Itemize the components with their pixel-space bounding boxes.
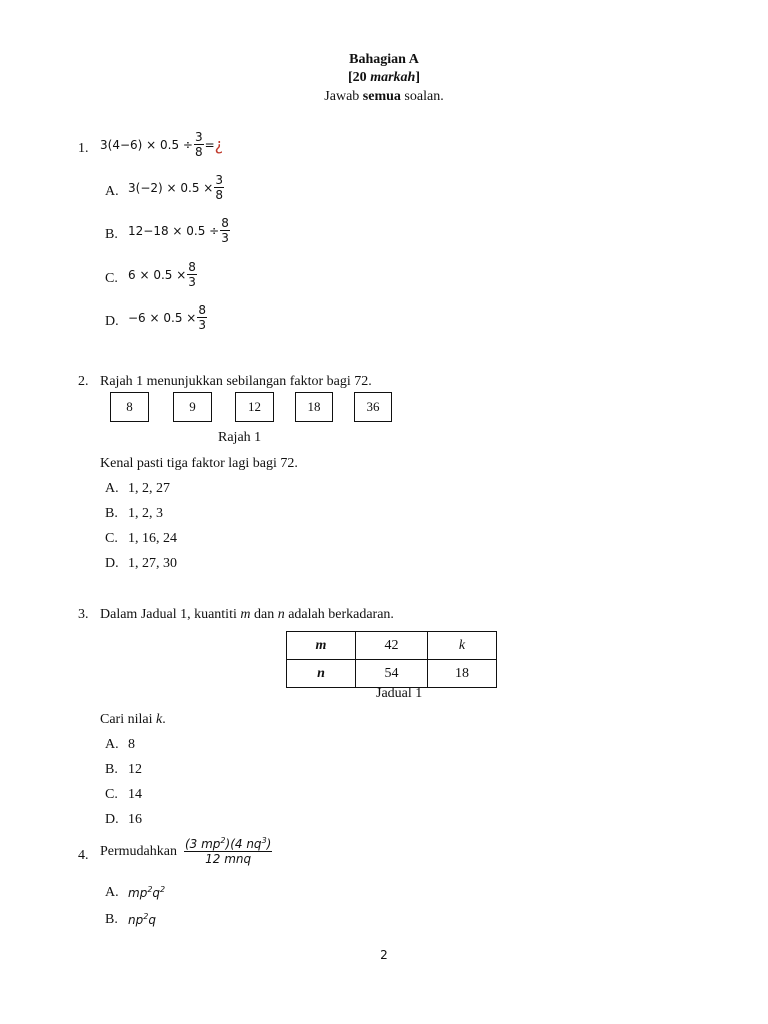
q3-option-a-letter: A. <box>105 737 119 752</box>
figure-caption: Rajah 1 <box>218 430 262 445</box>
q2-question: Kenal pasti tiga faktor lagi bagi 72. <box>100 456 298 471</box>
q1-option-a-letter: A. <box>105 184 119 199</box>
q3-option-d-letter: D. <box>105 812 119 827</box>
page-number: 2 <box>380 948 388 962</box>
q1-number: 1. <box>78 141 89 156</box>
table-cell: k <box>428 632 497 660</box>
q4-expression: Permudahkan $\frac{(3 mp^2)(4 nq^3)}{\text{12 mnq}}$ <box>100 836 272 866</box>
q3-option-b[interactable]: 12 <box>128 762 142 777</box>
q3-text: Dalam Jadual 1, kuantiti m dan n adalah berkadaran. <box>100 607 394 622</box>
q4-option-a[interactable]: $mp^2q^2$ <box>128 885 166 900</box>
q3-option-c-letter: C. <box>105 787 118 802</box>
factor-box: 18 <box>295 392 333 422</box>
q1-option-b-letter: B. <box>105 227 118 242</box>
factor-box: 36 <box>354 392 392 422</box>
q1-option-c[interactable]: 6 × 0.5 × $\frac{8}{3}$ <box>128 260 196 289</box>
q4-option-b[interactable]: $np^2q$ <box>128 912 156 927</box>
q1-option-d-letter: D. <box>105 314 119 329</box>
q3-option-b-letter: B. <box>105 762 118 777</box>
q1-option-b[interactable]: 12−18 × 0.5 ÷ $\frac{8}{3}$ <box>128 216 229 245</box>
q2-option-c-letter: C. <box>105 531 118 546</box>
q3-number: 3. <box>78 607 89 622</box>
q2-option-a[interactable]: 1, 2, 27 <box>128 481 170 496</box>
table-caption: Jadual 1 <box>376 686 423 701</box>
factor-box: 12 <box>235 392 274 422</box>
table-cell: n <box>287 660 356 688</box>
marks-label: [20 markah] <box>348 70 420 85</box>
q2-option-d-letter: D. <box>105 556 119 571</box>
q2-option-b-letter: B. <box>105 506 118 521</box>
q2-option-a-letter: A. <box>105 481 119 496</box>
q2-option-d[interactable]: 1, 27, 30 <box>128 556 177 571</box>
table-cell: m <box>287 632 356 660</box>
table-row <box>287 660 497 688</box>
table-row <box>287 632 497 660</box>
q2-option-c[interactable]: 1, 16, 24 <box>128 531 177 546</box>
factor-box: 9 <box>173 392 212 422</box>
q3-option-c[interactable]: 14 <box>128 787 142 802</box>
q1-option-a[interactable]: 3(−2) × 0.5 × $\frac{3}{8}$ <box>128 173 223 202</box>
q3-option-a[interactable]: 8 <box>128 737 135 752</box>
q1-option-c-letter: C. <box>105 271 118 286</box>
table-cell: 18 <box>428 660 497 688</box>
proportion-table <box>286 631 497 688</box>
q3-question: Cari nilai k. <box>100 712 166 727</box>
factor-box: 8 <box>110 392 149 422</box>
q2-option-b[interactable]: 1, 2, 3 <box>128 506 163 521</box>
q4-number: 4. <box>78 848 89 863</box>
q2-text: Rajah 1 menunjukkan sebilangan faktor bagi 72. <box>100 374 372 389</box>
section-title: Bahagian A <box>349 52 419 67</box>
table-cell: 42 <box>356 632 428 660</box>
q3-option-d[interactable]: 16 <box>128 812 142 827</box>
q4-option-b-letter: B. <box>105 912 118 927</box>
table-cell: 54 <box>356 660 428 688</box>
instruction: Jawab semua soalan. <box>324 89 444 104</box>
q4-option-a-letter: A. <box>105 885 119 900</box>
q1-expression: 3(4−6) × 0.5 ÷ $\frac{3}{8}$ = ¿ <box>100 130 224 159</box>
q1-option-d[interactable]: −6 × 0.5 × $\frac{8}{3}$ <box>128 303 206 332</box>
q2-number: 2. <box>78 374 89 389</box>
